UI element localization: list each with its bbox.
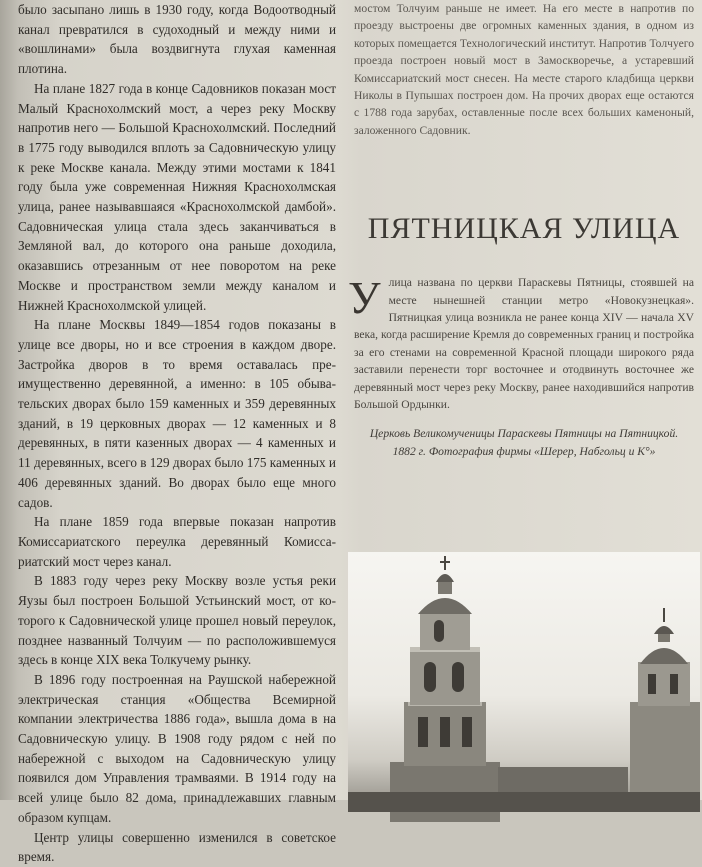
left-paragraph-3: На плане Москвы 1849—1854 годов показаны в улице все дворы, но и все строения в каждом дворе. Застройка дворов в то время оставалась преимущественно деревянной, а именно: в 105 обывательских дворах было 159 каменных и 359 деревянных зданий, в 19 церковных дворах — 12 каменных и 8 деревянных, в пяти казенных дворах — 4 каменных и 11 деревянных, всего в 129 дворах было 175 каменных и 406 деревянных зданий. Во дворах было еще много садов. [18, 317, 336, 510]
right-column [348, 0, 694, 800]
right-top-paragraph: мостом Толчуим раньше не имеет. На его месте в напротив по проезду выстроены две огромных каменных здания, в одном из которых помещается Технологический институт. Напротив Толчуего проезда построен новый мост в Замоскворечье, а устаревший Комиссариатский мост снесен. На месте старого кладбища церкви Николы в Пупышах построен дом. На прочих дворах еще остаются с 1788 года зарубах, оставленные после всех больших каменоный, заложенного Садовник. [354, 2, 694, 137]
left-column [18, 0, 336, 865]
section-body-text: лица названа по церкви Параскевы Пятницы, стоявшей на месте нынешней станции метро «Новокузнецкая». Пятницкая улица возникла не ранее конца XIV — начала XV века, когда расширение Кремля до современных границ и постройка за его стенами на современной Красной площади широкого ряда заставили перенести торг восточнее и отодвинуть восточнее же деревянный мост через реку Москву, ранее находившийся напротив Большой Ордынки. [354, 276, 694, 411]
left-paragraph-7: Центр улицы совершенно изменился в советское время. [18, 829, 336, 865]
section-body [348, 272, 694, 413]
church-illustration [348, 552, 700, 812]
drop-cap: У [348, 272, 381, 324]
left-paragraph-5: В 1883 году через реку Москву возле устья реки Яузы был построен Большой Устьинский мост, от которого к Садовнической улице прошел новый переулок, позднее названный Толчуим — по расположившемуся здесь в конце XIX века Толкучему рынку. [18, 573, 336, 668]
church-bell-tower-illustration [390, 556, 500, 822]
left-paragraph-1: было засыпано лишь в 1930 году, когда Водоотводный канал превратился в судоходный и между ними и «вошлинами» была воздвигнута глухая каменная плотина. [18, 2, 336, 77]
church-photo [348, 552, 700, 812]
left-paragraph-4: На плане 1859 года впервые показан напротив Комиссариатского переулка деревянный Комиссариатский мост через канал. [18, 514, 336, 569]
church-dome-illustration [630, 608, 700, 812]
left-paragraph-2: На плане 1827 года в конце Садовников показан мост Малый Краснохолмский мост, а через реку Москву напротив него — Большой Краснохолмский. Последний в 1775 году выводился вплоть за Садовническую улицу к реке Москве канала. Между этими мостами к 1841 году была уже современная Нижняя Краснохолмская улица, ранее называвшаяся «Краснохолмской дамбой». Садовническая улица стала здесь заканчиваться в Земляной вал, до которого она раньше доходила, оказавшись отрезанным от нее поворотом на реке Москве и пространством земли между каналом и Нижней Краснохолмской улицей. [18, 80, 336, 313]
section-heading: ПЯТНИЦКАЯ УЛИЦА [367, 212, 681, 246]
left-paragraph-6: В 1896 году построенная на Раушской набережной электрическая станция «Общества Всемирной компании электричества 1886 года», вышла дома в на Садовническую улицу. В 1908 году рядом с ней по набережной с выходом на Садовническую улицу появился дом Управления трамваями. В 1914 году на всей улице было 82 дома, принадлежавших главным образом купцам. [18, 671, 336, 825]
photo-caption: Церковь Великомученицы Параскевы Пятницы на Пятницкой. 1882 г. Фотография фирмы «Шерер, Набгольц и К°» [369, 427, 679, 459]
